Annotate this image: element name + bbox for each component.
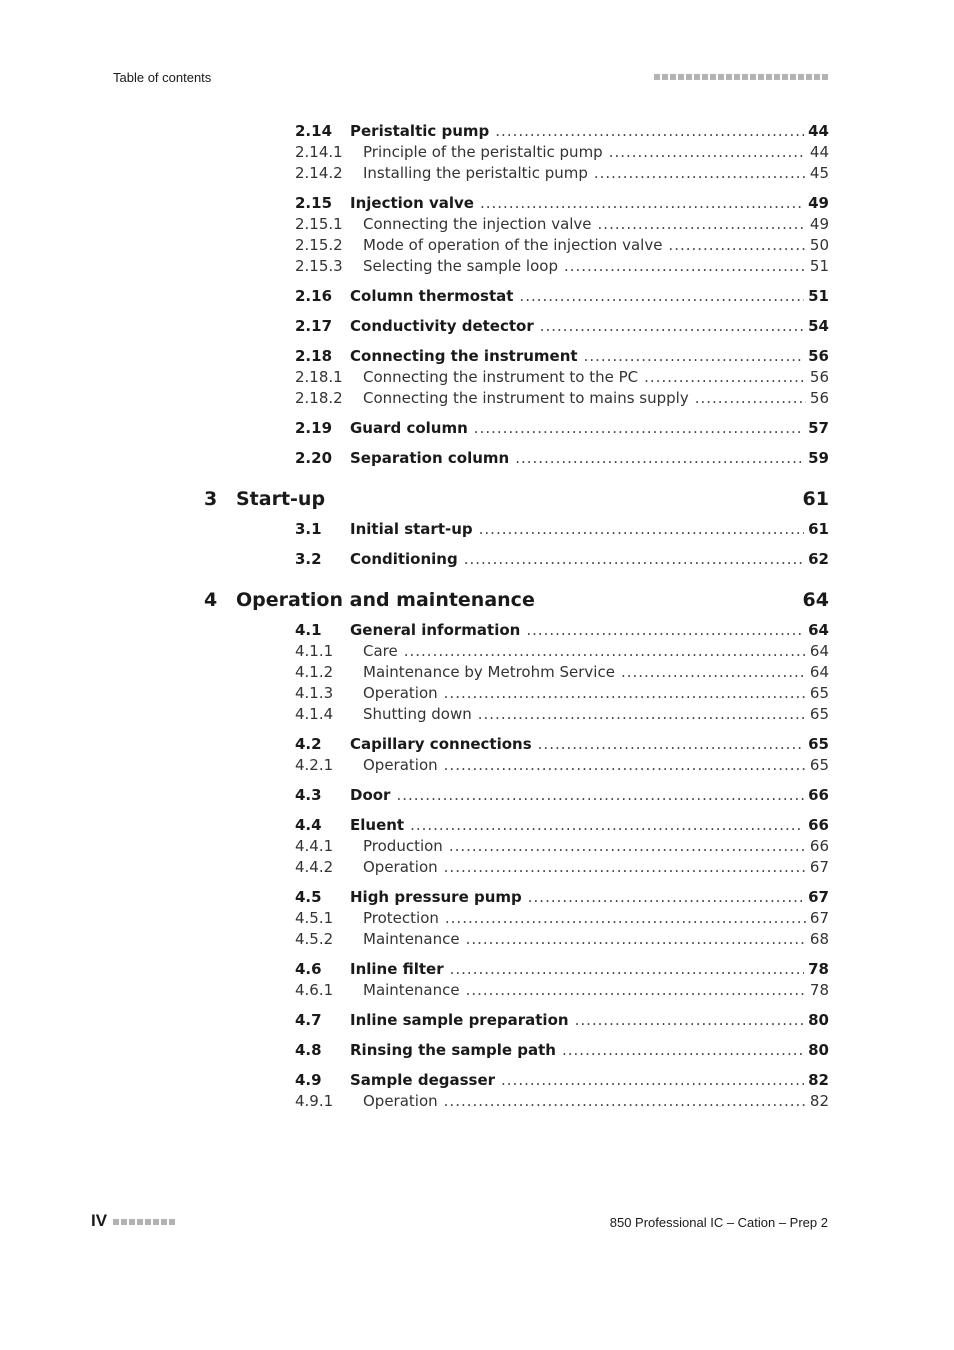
toc-entry-title: Shutting down — [363, 705, 472, 723]
toc-entry-page: 65 — [809, 756, 829, 774]
toc-entry-title: Sample degasser — [350, 1071, 496, 1089]
toc-entry-title: Protection — [363, 909, 439, 927]
toc-entry-number: 4.1.2 — [295, 663, 334, 681]
toc-entry-title: General information — [350, 621, 521, 639]
toc-entry-number: 4.9 — [295, 1071, 322, 1089]
toc-entry-page: 56 — [809, 389, 829, 407]
toc-entry-number: 2.14 — [295, 122, 333, 140]
toc-dot-leader — [515, 448, 804, 469]
toc-dot-leader — [450, 959, 805, 980]
toc-entry-number: 4.1.4 — [295, 705, 334, 723]
toc-section[interactable] — [295, 1040, 829, 1061]
toc-entry-number: 2.15.3 — [295, 257, 343, 275]
toc-entry-page: 44 — [809, 143, 829, 161]
toc-subsection[interactable] — [295, 641, 829, 662]
toc-entry-page: 64 — [802, 589, 829, 611]
toc-entry-number: 4.5 — [295, 888, 322, 906]
toc-dot-leader — [444, 1091, 806, 1112]
toc-chapter[interactable] — [204, 486, 829, 512]
toc-entry-title: Connecting the injection valve — [363, 215, 592, 233]
toc-section[interactable] — [295, 620, 829, 641]
toc-entry-page: 66 — [808, 816, 829, 834]
toc-dot-leader — [538, 734, 804, 755]
toc-entry-title: Conductivity detector — [350, 317, 534, 335]
toc-subsection[interactable] — [295, 662, 829, 683]
toc-section[interactable] — [295, 346, 829, 367]
toc-entry-number: 2.20 — [295, 449, 333, 467]
toc-entry-number: 2.18.1 — [295, 368, 343, 386]
toc-entry-number: 2.17 — [295, 317, 333, 335]
toc-subsection[interactable] — [295, 367, 829, 388]
toc-subsection[interactable] — [295, 929, 829, 950]
toc-entry-title: Connecting the instrument to the PC — [363, 368, 639, 386]
toc-entry-page: 64 — [809, 663, 829, 681]
toc-entry-page: 61 — [802, 488, 829, 510]
toc-entry-title: Operation — [363, 858, 438, 876]
toc-subsection[interactable] — [295, 836, 829, 857]
toc-dot-leader — [495, 121, 804, 142]
toc-entry-page: 51 — [808, 287, 829, 305]
toc-entry-title: Separation column — [350, 449, 510, 467]
toc-entry-title: Maintenance by Metrohm Service — [363, 663, 615, 681]
toc-dot-leader — [501, 1070, 804, 1091]
toc-entry-page: 57 — [808, 419, 829, 437]
toc-entry-title: Eluent — [350, 816, 405, 834]
toc-entry-number: 2.19 — [295, 419, 333, 437]
toc-dot-leader — [444, 755, 806, 776]
toc-dot-leader — [480, 193, 804, 214]
toc-entry-page: 67 — [809, 858, 829, 876]
toc-dot-leader — [564, 256, 806, 277]
toc-dot-leader — [621, 662, 806, 683]
toc-dot-leader — [526, 620, 804, 641]
toc-entry-number: 4.5.2 — [295, 930, 334, 948]
toc-entry-number: 4.7 — [295, 1011, 322, 1029]
toc-entry-number: 4.2 — [295, 735, 322, 753]
toc-chapter[interactable] — [204, 587, 829, 613]
toc-entry-number: 2.14.2 — [295, 164, 343, 182]
toc-dot-leader — [644, 367, 806, 388]
toc-dot-leader — [449, 836, 806, 857]
toc-subsection[interactable] — [295, 214, 829, 235]
footer-page-number: IV — [91, 1211, 108, 1230]
toc-section[interactable] — [295, 815, 829, 836]
toc-entry-page: 54 — [808, 317, 829, 335]
toc-entry-title: Conditioning — [350, 550, 458, 568]
toc-entry-page: 78 — [808, 960, 829, 978]
toc-section[interactable] — [295, 519, 829, 540]
toc-dot-leader — [404, 641, 806, 662]
toc-dot-leader — [519, 286, 804, 307]
toc-subsection[interactable] — [295, 235, 829, 256]
toc-entry-title: Production — [363, 837, 443, 855]
toc-entry-page: 44 — [808, 122, 829, 140]
toc-dot-leader — [609, 142, 806, 163]
toc-entry-page: 51 — [809, 257, 829, 275]
toc-entry-number: 4.2.1 — [295, 756, 334, 774]
toc-section[interactable] — [295, 1070, 829, 1091]
toc-subsection[interactable] — [295, 704, 829, 725]
toc-entry-title: Operation — [363, 756, 438, 774]
toc-subsection[interactable] — [295, 142, 829, 163]
toc-entry-number: 2.14.1 — [295, 143, 343, 161]
toc-dot-leader — [695, 388, 806, 409]
toc-section[interactable] — [295, 549, 829, 570]
toc-entry-page: 67 — [809, 909, 829, 927]
toc-section[interactable] — [295, 734, 829, 755]
toc-subsection[interactable] — [295, 388, 829, 409]
toc-section[interactable] — [295, 785, 829, 806]
toc-entry-page: 66 — [808, 786, 829, 804]
toc-entry-title: Principle of the peristaltic pump — [363, 143, 603, 161]
toc-section[interactable] — [295, 959, 829, 980]
toc-entry-number: 4.8 — [295, 1041, 322, 1059]
toc-entry-number: 4.6.1 — [295, 981, 334, 999]
toc-section[interactable] — [295, 316, 829, 337]
toc-entry-page: 49 — [809, 215, 829, 233]
toc-entry-title: Peristaltic pump — [350, 122, 490, 140]
toc-entry-number: 4.6 — [295, 960, 322, 978]
toc-dot-leader — [479, 519, 804, 540]
toc-subsection[interactable] — [295, 857, 829, 878]
toc-entry-title: Operation and maintenance — [236, 589, 535, 611]
toc-dot-leader — [466, 980, 806, 1001]
toc-entry-page: 67 — [808, 888, 829, 906]
toc-entry-title: Capillary connections — [350, 735, 532, 753]
toc-entry-page: 65 — [809, 684, 829, 702]
toc-subsection[interactable] — [295, 256, 829, 277]
toc-dot-leader — [594, 163, 806, 184]
toc-entry-title: Inline sample preparation — [350, 1011, 569, 1029]
toc-entry-title: Guard column — [350, 419, 468, 437]
toc-subsection[interactable] — [295, 755, 829, 776]
toc-entry-title: Inline filter — [350, 960, 444, 978]
footer-document-title: 850 Professional IC – Cation – Prep 2 — [609, 1215, 828, 1230]
toc-entry-number: 2.15.2 — [295, 236, 343, 254]
toc-entry-title: Rinsing the sample path — [350, 1041, 556, 1059]
toc-entry-page: 65 — [808, 735, 829, 753]
toc-entry-page: 56 — [809, 368, 829, 386]
toc-entry-number: 4.1.1 — [295, 642, 334, 660]
toc-dot-leader — [410, 815, 804, 836]
toc-dot-leader — [584, 346, 805, 367]
toc-entry-title: High pressure pump — [350, 888, 522, 906]
toc-entry-page: 50 — [809, 236, 829, 254]
toc-entry-page: 45 — [809, 164, 829, 182]
toc-entry-number: 2.15 — [295, 194, 333, 212]
toc-dot-leader — [444, 857, 806, 878]
toc-section[interactable] — [295, 887, 829, 908]
toc-dot-leader — [562, 1040, 804, 1061]
toc-dot-leader — [396, 785, 804, 806]
toc-entry-page: 56 — [808, 347, 829, 365]
toc-entry-number: 4.3 — [295, 786, 322, 804]
toc-subsection[interactable] — [295, 1091, 829, 1112]
toc-section[interactable] — [295, 121, 829, 142]
toc-section[interactable] — [295, 193, 829, 214]
toc-entry-title: Selecting the sample loop — [363, 257, 558, 275]
toc-entry-number: 4.1.3 — [295, 684, 334, 702]
toc-dot-leader — [528, 887, 804, 908]
toc-dot-leader — [444, 683, 806, 704]
toc-entry-number: 4.1 — [295, 621, 322, 639]
toc-entry-title: Mode of operation of the injection valve — [363, 236, 663, 254]
toc-entry-title: Connecting the instrument — [350, 347, 578, 365]
toc-entry-page: 68 — [809, 930, 829, 948]
toc-entry-title: Care — [363, 642, 398, 660]
toc-subsection[interactable] — [295, 683, 829, 704]
toc-entry-number: 3.1 — [295, 520, 322, 538]
toc-subsection[interactable] — [295, 908, 829, 929]
toc-entry-page: 78 — [809, 981, 829, 999]
toc-entry-number: 2.18 — [295, 347, 333, 365]
toc-section[interactable] — [295, 286, 829, 307]
toc-entry-page: 61 — [808, 520, 829, 538]
toc-dot-leader — [464, 549, 804, 570]
toc-entry-number: 4.5.1 — [295, 909, 334, 927]
toc-dot-leader — [478, 704, 806, 725]
toc-dot-leader — [474, 418, 804, 439]
toc-entry-page: 80 — [808, 1041, 829, 1059]
toc-entry-page: 49 — [808, 194, 829, 212]
toc-entry-number: 3.2 — [295, 550, 322, 568]
toc-entry-title: Injection valve — [350, 194, 474, 212]
toc-subsection[interactable] — [295, 980, 829, 1001]
toc-subsection[interactable] — [295, 163, 829, 184]
toc-entry-page: 64 — [808, 621, 829, 639]
toc-entry-page: 65 — [809, 705, 829, 723]
toc-entry-title: Operation — [363, 684, 438, 702]
toc-section[interactable] — [295, 418, 829, 439]
toc-entry-page: 62 — [808, 550, 829, 568]
toc-entry-title: Maintenance — [363, 981, 460, 999]
running-header-title: Table of contents — [113, 70, 212, 85]
toc-dot-leader — [575, 1010, 805, 1031]
toc-dot-leader — [540, 316, 804, 337]
toc-entry-number: 4.4.2 — [295, 858, 334, 876]
toc-entry-number: 4.4 — [295, 816, 322, 834]
toc-entry-title: Initial start-up — [350, 520, 473, 538]
toc-entry-page: 64 — [809, 642, 829, 660]
toc-entry-page: 66 — [809, 837, 829, 855]
footer-decoration — [113, 1219, 175, 1225]
toc-entry-page: 59 — [808, 449, 829, 467]
toc-entry-number: 3 — [204, 488, 218, 510]
toc-entry-title: Column thermostat — [350, 287, 514, 305]
toc-entry-title: Installing the peristaltic pump — [363, 164, 588, 182]
toc-section[interactable] — [295, 1010, 829, 1031]
toc-entry-number: 2.16 — [295, 287, 333, 305]
toc-entry-page: 80 — [808, 1011, 829, 1029]
toc-entry-title: Operation — [363, 1092, 438, 1110]
toc-entry-number: 4.4.1 — [295, 837, 334, 855]
toc-dot-leader — [445, 908, 806, 929]
toc-entry-page: 82 — [808, 1071, 829, 1089]
toc-entry-number: 4.9.1 — [295, 1092, 334, 1110]
toc-section[interactable] — [295, 448, 829, 469]
toc-entry-title: Door — [350, 786, 391, 804]
toc-dot-leader — [668, 235, 805, 256]
toc-entry-title: Start-up — [236, 488, 326, 510]
toc-entry-title: Maintenance — [363, 930, 460, 948]
toc-dot-leader — [466, 929, 806, 950]
toc-dot-leader — [598, 214, 806, 235]
toc-entry-page: 82 — [809, 1092, 829, 1110]
toc-entry-title: Connecting the instrument to mains supply — [363, 389, 689, 407]
toc-entry-number: 4 — [204, 589, 218, 611]
toc-entry-number: 2.15.1 — [295, 215, 343, 233]
toc-entry-number: 2.18.2 — [295, 389, 343, 407]
